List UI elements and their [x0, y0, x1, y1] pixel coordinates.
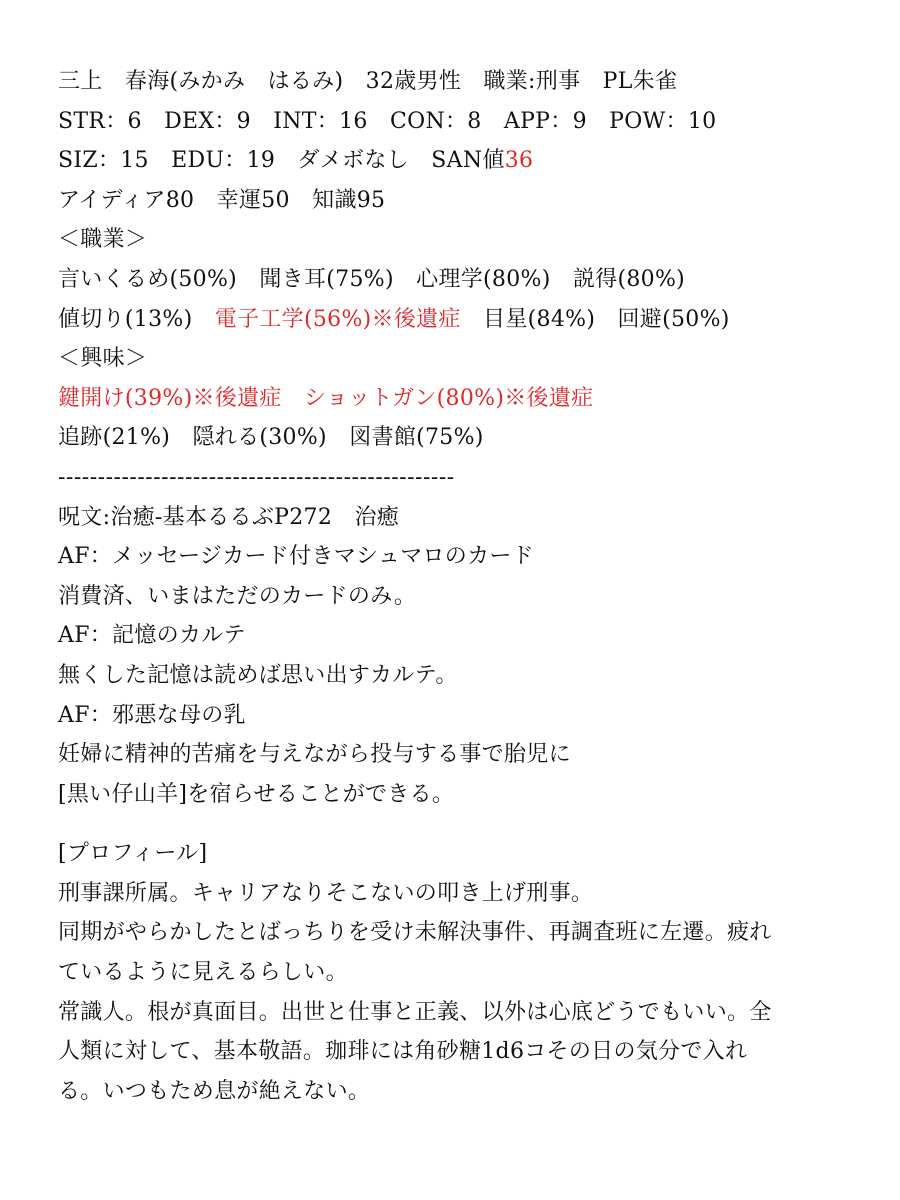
- profile-line-6: る。いつもため息が絶えない。: [58, 1078, 371, 1104]
- profile-line-1: 刑事課所属。キャリアなりそこないの叩き上げ刑事。: [58, 880, 594, 906]
- spell-line: 呪文:治癒-基本るるぶP272 治癒: [58, 504, 400, 530]
- profile-line-4: 常識人。根が真面目。出世と仕事と正義、以外は心底どうでもいい。全: [58, 999, 772, 1025]
- artifact-2-title: AF：記憶のカルテ: [58, 623, 246, 649]
- artifact-1-title: AF：メッセージカード付きマシュマロのカード: [58, 544, 534, 570]
- interest-skills-row-1: 鍵開け(39%)※後遺症 ショットガン(80%)※後遺症: [58, 385, 594, 411]
- profile-line-3: ているように見えるらしい。: [58, 960, 348, 986]
- job-skills-row-2: [58, 300, 858, 340]
- profile-heading: [プロフィール]: [58, 841, 208, 867]
- derived-stats: アイディア80 幸運50 知識95: [58, 187, 386, 213]
- separator-line: --------------------------------------------------: [58, 464, 455, 490]
- job-skills-row-1: 言いくるめ(50%) 聞き耳(75%) 心理学(80%) 説得(80%): [58, 266, 686, 292]
- profile-line-2: 同期がやらかしたとばっちりを受け未解決事件、再調査班に左遷。疲れ: [58, 920, 772, 946]
- stats-row-1: STR：6 DEX：9 INT：16 CON：8 APP：9 POW：10: [58, 108, 717, 134]
- stats-row-2-text: SIZ：15 EDU：19 ダメボなし SAN値: [58, 148, 505, 174]
- artifact-3-title: AF：邪悪な母の乳: [58, 702, 246, 728]
- skill-electronics-aftereffect: 電子工学(56%)※後遺症: [214, 306, 461, 332]
- artifact-3-desc-2: [黒い仔山羊]を宿らせることができる。: [58, 781, 455, 807]
- profile-line-5: 人類に対して、基本敬語。珈琲には角砂糖1d6コその日の気分で入れ: [58, 1039, 748, 1065]
- artifact-2-desc: 無くした記憶は読めば思い出すカルテ。: [58, 662, 458, 688]
- job-skills-heading: ＜職業＞: [58, 227, 148, 253]
- interest-skills-heading: ＜興味＞: [58, 346, 148, 372]
- artifact-1-desc: 消費済、いまはただのカードのみ。: [58, 583, 417, 609]
- artifact-3-desc-1: 妊婦に精神的苦痛を与えながら投与する事で胎児に: [58, 742, 571, 768]
- character-name-line: 三上 春海(みかみ はるみ) 32歳男性 職業:刑事 PL朱雀: [58, 69, 678, 94]
- section-gap: [58, 814, 858, 834]
- san-value: 36: [504, 148, 534, 174]
- job-skills-row-2-a: 値切り(13%): [58, 306, 215, 332]
- interest-skills-row-2: 追跡(21%) 隠れる(30%) 図書館(75%): [58, 425, 484, 451]
- character-sheet: [58, 62, 858, 1111]
- stats-row-2: [58, 141, 858, 181]
- job-skills-row-2-b: 目星(84%) 回避(50%): [460, 306, 730, 332]
